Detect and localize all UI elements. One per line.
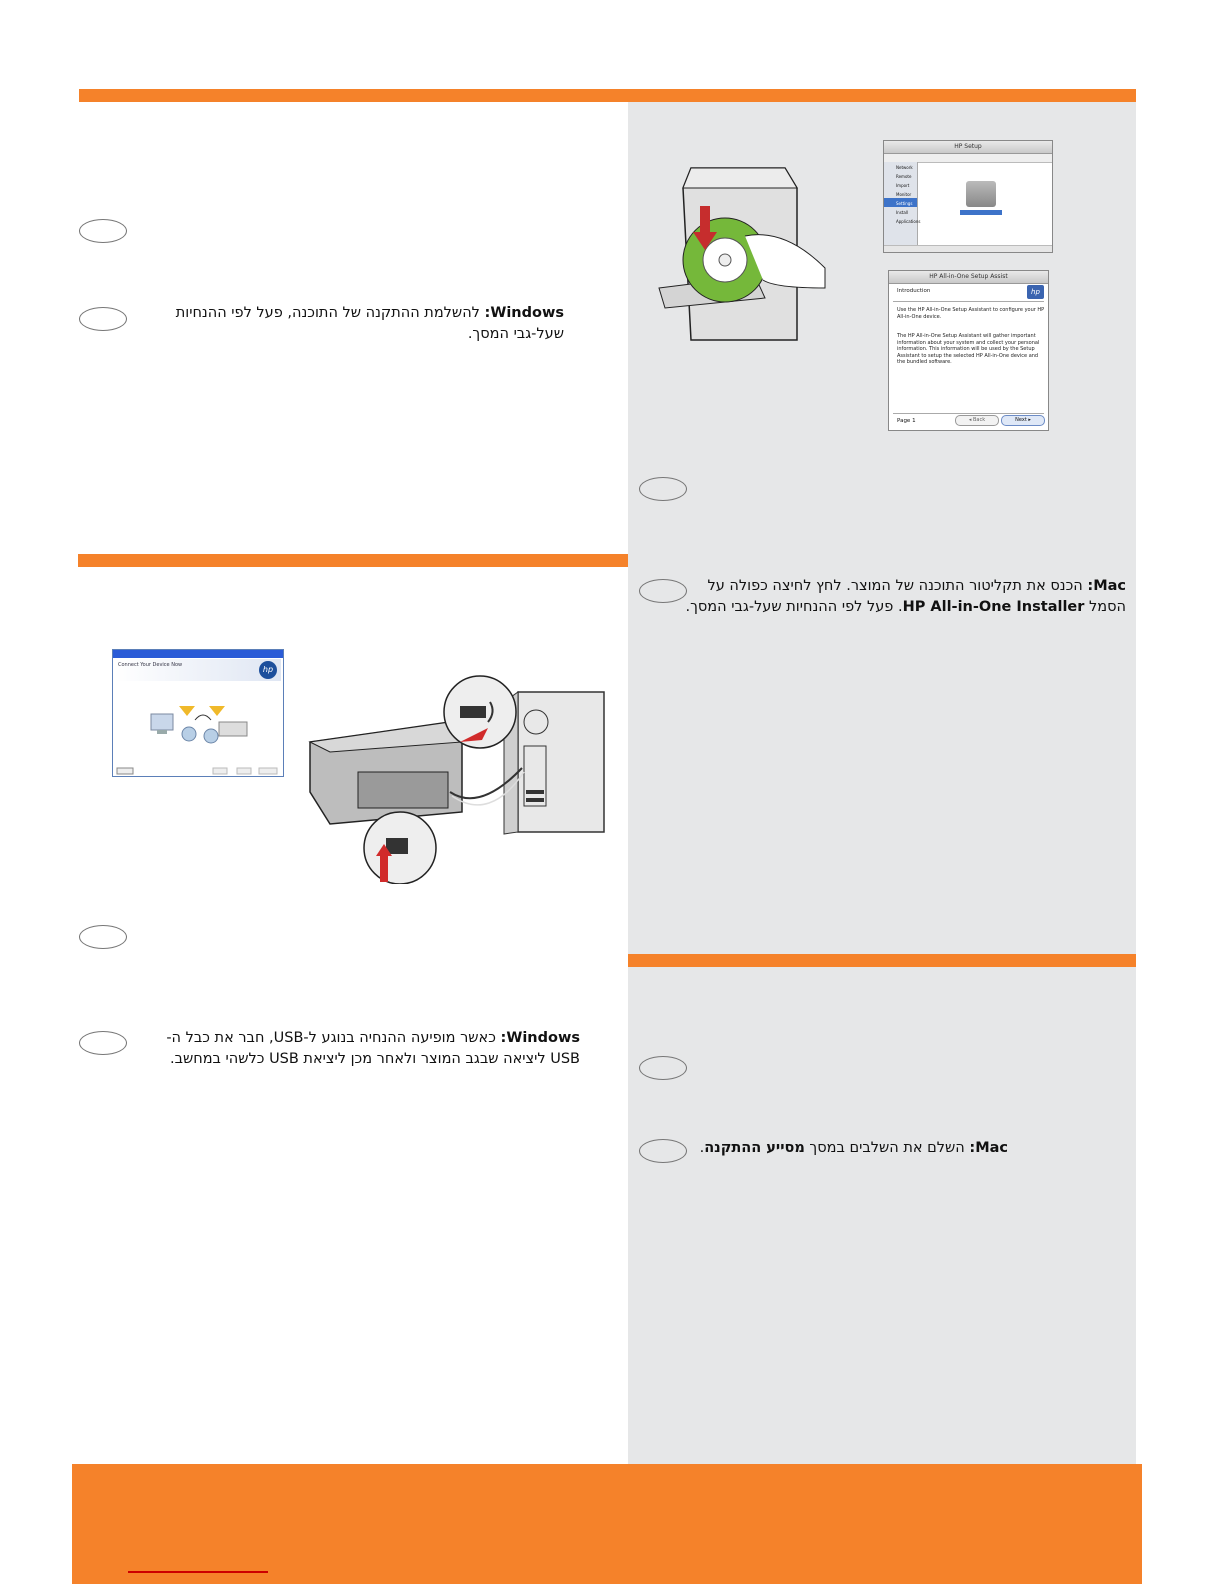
left-step2-body: כאשר מופיעה ההנחיה בנוגע ל-USB, חבר את כבל ה-USB ליציאה שבגב המוצר ולאחר מכן ליציאת USB כלשהי במחשב. (166, 1030, 580, 1067)
assistant-page-label: Page 1 (897, 418, 916, 424)
mac-label: Mac: (1087, 578, 1126, 594)
win-header-title: Connect Your Device Now (118, 662, 183, 668)
mac-step2-text (690, 1138, 1008, 1159)
windows-installer-screenshot (112, 649, 284, 777)
mac-step1-part1: הכנס את תקליטור התוכנה של המוצר. לחץ לחיצה כפולה על הסמל (707, 578, 1126, 615)
assistant-logo-text: hp (1031, 288, 1040, 296)
assistant-para-2: The HP All-in-One Setup Assistant will gather important information about your system and collect your personal information. This information will be used by the Setup Assistant to setup the selected HP All-in-One device and the bundled software. (897, 333, 1040, 365)
cd-insert-illustration (655, 158, 830, 348)
assistant-name: מסייע ההתקנה (704, 1140, 805, 1156)
sidebar-item[interactable]: Install (896, 210, 909, 215)
footer-underline-link[interactable] (128, 1571, 268, 1573)
assistant-heading: Introduction (897, 288, 931, 294)
checkbox-oval-5[interactable] (639, 477, 687, 501)
checkbox-oval-2[interactable] (79, 307, 127, 331)
mac-step1-text (682, 576, 1126, 618)
win-illustration (113, 650, 284, 777)
setup-window-titlebar: HP Setup (884, 141, 1052, 154)
back-button[interactable]: ◂ Back (955, 415, 999, 426)
assistant-para-1: Use the HP All-in-One Setup Assistant to configure your HP All-in-One device. (897, 307, 1045, 320)
mac-step2-part1: השלם את השלבים במסך (804, 1140, 965, 1156)
assistant-divider-bottom (893, 413, 1044, 414)
installer-icon-label (960, 210, 1002, 215)
right-low-orange-bar (628, 954, 1136, 967)
left-mid-orange-bar (78, 554, 628, 567)
checkbox-oval-1[interactable] (79, 219, 127, 243)
mac-step1-part2: . פעל לפי ההנחיות שעל-גבי המסך. (685, 599, 903, 615)
left-step2-text (148, 1028, 580, 1070)
usb-connection-illustration (300, 672, 612, 884)
left-step1-body: להשלמת ההתקנה של התוכנה, פעל לפי ההנחיות שעל-גבי המסך. (175, 305, 564, 342)
checkbox-oval-7[interactable] (639, 1056, 687, 1080)
sidebar-item[interactable]: Applications (896, 219, 921, 224)
checkbox-oval-8[interactable] (639, 1139, 687, 1163)
setup-window-sidebar (884, 162, 921, 246)
footer-band (72, 1464, 1142, 1584)
checkbox-oval-3[interactable] (79, 925, 127, 949)
checkbox-oval-6[interactable] (639, 579, 687, 603)
installer-printer-icon[interactable] (966, 181, 996, 207)
mac-step2-part2: . (699, 1140, 705, 1156)
windows-label-2: Windows: (500, 1030, 580, 1046)
checkbox-oval-4[interactable] (79, 1031, 127, 1055)
top-orange-bar (79, 89, 1136, 102)
installer-name: HP All-in-One Installer (902, 599, 1085, 615)
mac-hp-setup-window (883, 140, 1053, 253)
sidebar-item[interactable]: Network (896, 165, 913, 170)
sidebar-item[interactable]: Remote (896, 174, 912, 179)
assistant-titlebar: HP All-in-One Setup Assist (889, 271, 1048, 284)
mac-label-2: Mac: (969, 1140, 1008, 1156)
assistant-divider (893, 301, 1044, 302)
left-step1-text (150, 303, 564, 345)
assistant-hp-logo-icon (1027, 285, 1044, 299)
setup-window-statusbar (884, 245, 1052, 252)
hp-logo-icon: hp (259, 661, 277, 679)
sidebar-item[interactable]: Monitor (896, 192, 912, 197)
sidebar-item[interactable]: Import (896, 183, 910, 188)
windows-label: Windows: (484, 305, 564, 321)
mac-setup-assistant-window (888, 270, 1049, 431)
next-button[interactable]: Next ▸ (1001, 415, 1045, 426)
sidebar-item-selected[interactable]: Settings (884, 198, 917, 207)
